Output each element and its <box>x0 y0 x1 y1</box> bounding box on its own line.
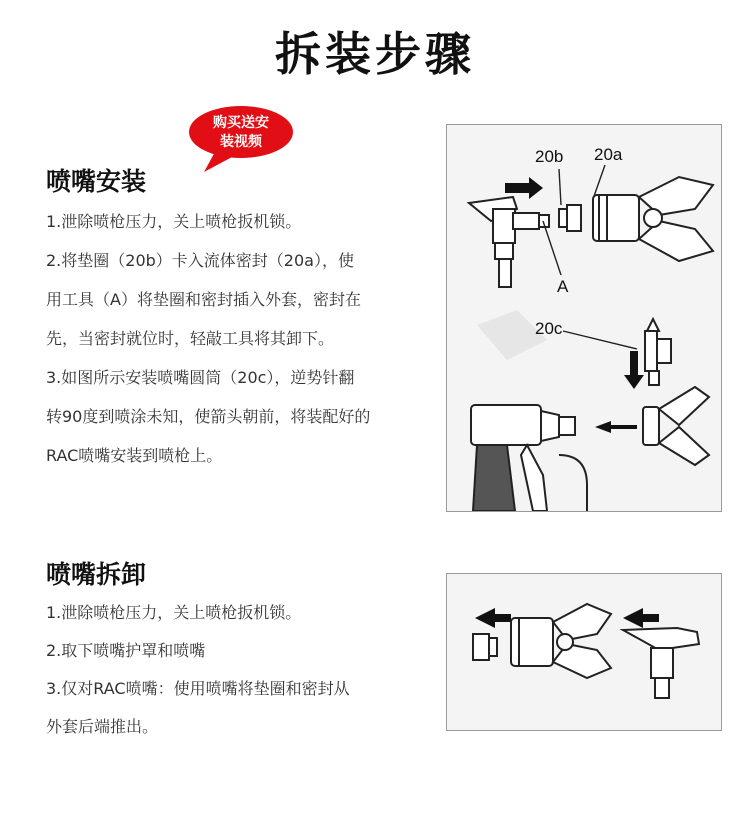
remove-step-line: 外套后端推出。 <box>46 717 159 736</box>
install-step-line: RAC喷嘴安装到喷枪上。 <box>46 446 223 465</box>
label-20b: 20b <box>535 147 564 166</box>
install-step-line: 用工具（A）将垫圈和密封插入外套，密封在 <box>46 290 361 309</box>
badge-line-1: 购买送安 <box>213 115 269 131</box>
install-step-line: 转90度到喷涂未知，使箭头朝前，将装配好的 <box>46 407 371 426</box>
label-20c: 20c <box>535 319 563 338</box>
install-heading: 喷嘴安装 <box>46 167 147 196</box>
label-a: A <box>557 277 569 296</box>
remove-step-line: 3.仅对RAC喷嘴：使用喷嘴将垫圈和密封从 <box>46 679 350 698</box>
remove-step-line: 1.泄除喷枪压力，关上喷枪扳机锁。 <box>46 603 302 622</box>
install-step-line: 3.如图所示安装喷嘴圆筒（20c），逆势针翻 <box>46 368 355 387</box>
promo-badge <box>186 104 296 172</box>
remove-diagram <box>446 573 722 731</box>
install-diagram <box>446 124 722 512</box>
remove-step-line: 2.取下喷嘴护罩和喷嘴 <box>46 641 206 660</box>
remove-heading: 喷嘴拆卸 <box>46 560 147 589</box>
page-title: 拆装步骤 <box>275 27 475 81</box>
install-step-line: 2.将垫圈（20b）卡入流体密封（20a），使 <box>46 251 354 270</box>
install-step-line: 先，当密封就位时，轻敲工具将其卸下。 <box>46 329 335 348</box>
install-step-line: 1.泄除喷枪压力，关上喷枪扳机锁。 <box>46 212 302 231</box>
label-20a: 20a <box>594 145 623 164</box>
badge-line-2: 装视频 <box>220 134 262 150</box>
